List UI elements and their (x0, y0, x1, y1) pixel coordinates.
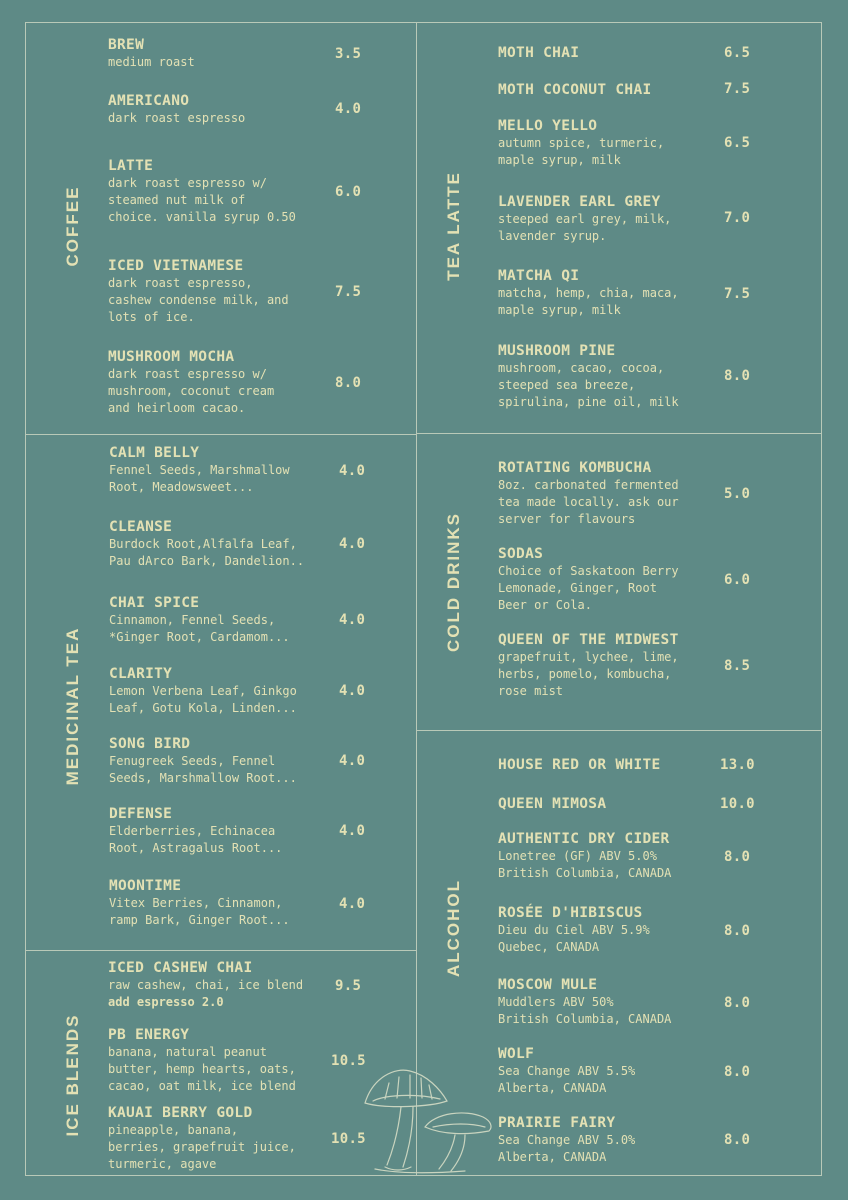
item-description: dark roast espresso (108, 111, 246, 125)
item-price: 8.0 (724, 1064, 751, 1080)
item-name: CALM BELLY (109, 445, 200, 461)
menu-item (498, 267, 679, 319)
item-name: MOSCOW MULE (498, 977, 598, 993)
item-name: SODAS (498, 546, 544, 562)
item-price: 8.0 (724, 995, 751, 1011)
menu-item (108, 92, 245, 127)
item-price: 5.0 (724, 486, 751, 502)
item-description: steeped earl grey, milk, lavender syrup. (498, 212, 672, 243)
item-name: DEFENSE (109, 806, 173, 822)
item-description: dark roast espresso w/ steamed nut milk of choice. vanilla syrup 0.50 (108, 176, 296, 224)
menu-item (498, 459, 679, 528)
item-name: HOUSE RED OR WHITE (498, 757, 661, 773)
menu-item (108, 1026, 296, 1095)
item-price: 4.0 (339, 896, 366, 912)
item-description: Cinnamon, Fennel Seeds, *Ginger Root, Cardamom... (109, 613, 290, 644)
item-description: Fennel Seeds, Marshmallow Root, Meadowsweet... (109, 463, 290, 494)
item-name: MOTH CHAI (498, 45, 580, 61)
item-description: pineapple, banana, berries, grapefruit juice, turmeric, agave (108, 1123, 296, 1171)
item-price: 4.0 (339, 612, 366, 628)
menu-item (109, 735, 297, 787)
item-price: 10.0 (720, 796, 755, 812)
item-name: MUSHROOM PINE (498, 343, 616, 359)
item-name: LAVENDER EARL GREY (498, 194, 661, 210)
item-name: BREW (108, 37, 145, 53)
item-price: 8.0 (335, 375, 362, 391)
item-price: 10.5 (331, 1131, 366, 1147)
item-description: banana, natural peanut butter, hemp hearts, oats, cacao, oat milk, ice blend (108, 1045, 296, 1093)
item-name: ICED VIETNAMESE (108, 258, 244, 274)
menu-item (498, 631, 679, 700)
item-name: AUTHENTIC DRY CIDER (498, 831, 670, 847)
divider-left-1 (25, 434, 416, 435)
menu-item (108, 157, 296, 226)
menu-item (498, 342, 679, 411)
item-price: 8.0 (724, 368, 751, 384)
item-description: Lemon Verbena Leaf, Ginkgo Leaf, Gotu Kola, Linden... (109, 684, 297, 715)
item-description: Lonetree (GF) ABV 5.0% British Columbia, CANADA (498, 849, 672, 880)
item-description: Fenugreek Seeds, Fennel Seeds, Marshmallow Root... (109, 754, 297, 785)
item-name: KAUAI BERRY GOLD (108, 1105, 253, 1121)
divider-right-2 (416, 730, 822, 731)
item-price: 4.0 (339, 753, 366, 769)
item-price: 6.5 (724, 45, 751, 61)
divider-left-2 (25, 950, 416, 951)
menu-item (109, 665, 297, 717)
item-price: 4.0 (335, 101, 362, 117)
item-price: 7.5 (724, 81, 751, 97)
item-name: QUEEN OF THE MIDWEST (498, 632, 679, 648)
menu-item (108, 36, 195, 71)
section-label-alcohol: ALCOHOL (444, 878, 463, 978)
item-price: 8.0 (724, 923, 751, 939)
item-price: 6.0 (724, 572, 751, 588)
menu-item (498, 1114, 635, 1166)
item-description: raw cashew, chai, ice blend (108, 978, 304, 992)
item-name: MOTH COCONUT CHAI (498, 82, 652, 98)
menu-item (498, 44, 579, 62)
item-name: CLEANSE (109, 519, 173, 535)
item-price: 8.0 (724, 849, 751, 865)
item-name: CHAI SPICE (109, 595, 200, 611)
item-price: 8.0 (724, 1132, 751, 1148)
item-price: 6.0 (335, 184, 362, 200)
item-price: 7.5 (335, 284, 362, 300)
mushroom-illustration-icon (355, 1065, 500, 1175)
menu-item (498, 904, 650, 956)
menu-item (109, 805, 282, 857)
menu-item (108, 959, 303, 1011)
item-name: MATCHA QI (498, 268, 580, 284)
item-name: ICED CASHEW CHAI (108, 960, 253, 976)
section-label-tea-latte: TEA LATTE (444, 171, 463, 281)
item-description: Sea Change ABV 5.0% Alberta, CANADA (498, 1133, 636, 1164)
item-name: MUSHROOM MOCHA (108, 349, 235, 365)
menu-item (109, 518, 304, 570)
item-price: 4.0 (339, 683, 366, 699)
item-name: ROTATING KOMBUCHA (498, 460, 652, 476)
item-name: MOONTIME (109, 878, 182, 894)
item-name: ROSÉE D'HIBISCUS (498, 905, 643, 921)
item-name: MELLO YELLO (498, 118, 598, 134)
item-description: Dieu du Ciel ABV 5.9% Quebec, CANADA (498, 923, 650, 954)
menu-item (109, 594, 290, 646)
item-price: 13.0 (720, 757, 755, 773)
menu-item (498, 1045, 635, 1097)
item-name: QUEEN MIMOSA (498, 796, 607, 812)
menu-item (109, 444, 290, 496)
item-addon: add espresso 2.0 (108, 995, 224, 1009)
item-price: 9.5 (335, 978, 362, 994)
item-description: autumn spice, turmeric, maple syrup, milk (498, 136, 665, 167)
item-name: WOLF (498, 1046, 535, 1062)
section-label-coffee: COFFEE (63, 185, 82, 267)
item-description: mushroom, cacao, cocoa, steeped sea breeze, spirulina, pine oil, milk (498, 361, 679, 409)
menu-item (498, 756, 661, 774)
item-price: 4.0 (339, 823, 366, 839)
section-label-medicinal-tea: MEDICINAL TEA (63, 626, 82, 786)
item-price: 4.0 (339, 536, 366, 552)
item-description: Elderberries, Echinacea Root, Astragalus Root... (109, 824, 283, 855)
menu-item (108, 257, 289, 326)
menu-item (498, 193, 671, 245)
menu-item (498, 81, 652, 99)
section-label-cold-drinks: COLD DRINKS (444, 511, 463, 653)
item-name: SONG BIRD (109, 736, 191, 752)
menu-item (498, 976, 671, 1028)
item-price: 3.5 (335, 46, 362, 62)
item-description: Choice of Saskatoon Berry Lemonade, Ginger, Root Beer or Cola. (498, 564, 679, 612)
item-description: grapefruit, lychee, lime, herbs, pomelo, kombucha, rose mist (498, 650, 679, 698)
menu-item (498, 545, 679, 614)
menu-item (498, 117, 664, 169)
menu-item (108, 348, 274, 417)
item-name: AMERICANO (108, 93, 190, 109)
item-name: PB ENERGY (108, 1027, 190, 1043)
divider-right-1 (416, 433, 822, 434)
item-name: CLARITY (109, 666, 173, 682)
item-description: medium roast (108, 55, 195, 69)
item-description: Muddlers ABV 50% British Columbia, CANADA (498, 995, 672, 1026)
item-description: 8oz. carbonated fermented tea made locally. ask our server for flavours (498, 478, 679, 526)
item-price: 8.5 (724, 658, 751, 674)
menu-item (108, 1104, 296, 1173)
item-description: Vitex Berries, Cinnamon, ramp Bark, Ginger Root... (109, 896, 290, 927)
menu-item (109, 877, 290, 929)
item-price: 6.5 (724, 135, 751, 151)
center-divider (416, 22, 417, 1176)
section-label-ice-blends: ICE BLENDS (63, 1013, 82, 1137)
item-price: 10.5 (331, 1053, 366, 1069)
item-name: LATTE (108, 158, 154, 174)
item-price: 7.5 (724, 286, 751, 302)
item-description: dark roast espresso, cashew condense milk, and lots of ice. (108, 276, 289, 324)
item-name: PRAIRIE FAIRY (498, 1115, 616, 1131)
item-price: 7.0 (724, 210, 751, 226)
item-description: matcha, hemp, chia, maca, maple syrup, milk (498, 286, 679, 317)
menu-item (498, 795, 606, 813)
item-description: Burdock Root,Alfalfa Leaf, Pau dArco Bark, Dandelion.. (109, 537, 305, 568)
item-price: 4.0 (339, 463, 366, 479)
item-description: dark roast espresso w/ mushroom, coconut cream and heirloom cacao. (108, 367, 275, 415)
menu-item (498, 830, 671, 882)
item-description: Sea Change ABV 5.5% Alberta, CANADA (498, 1064, 636, 1095)
